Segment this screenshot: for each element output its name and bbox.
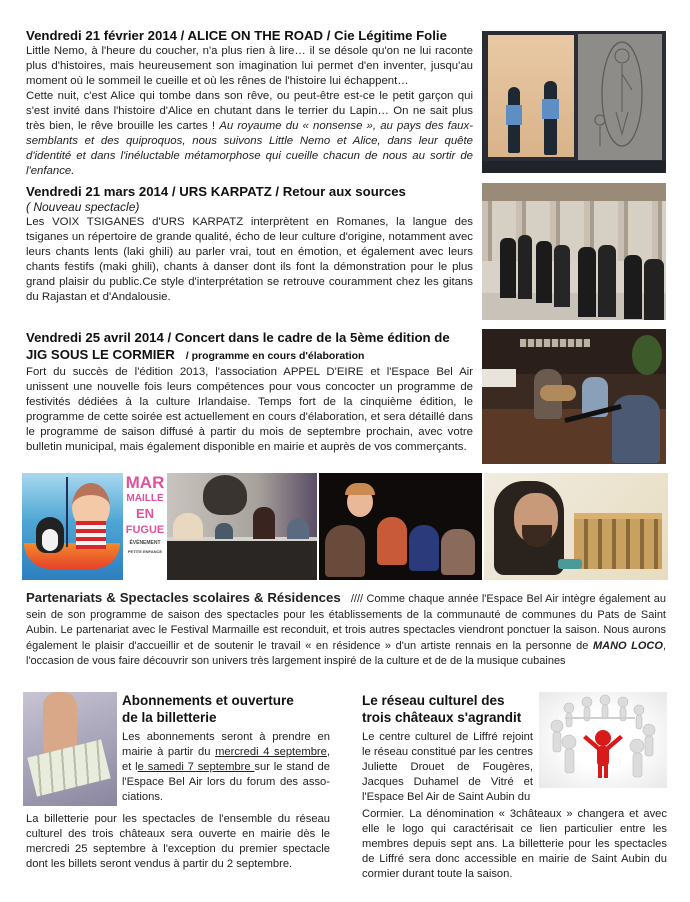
- network-paragraph-bottom: Cormier. La dénomination « 3châteaux » changera et avec elle le logo qui caractérisait ce lien particulier entre les membres depuis sept ans. La billetterie pour les spectacles de Liffré sera donc accessible en mairie de Saint Aubin du cormier durant toute la saison.: [362, 807, 667, 880]
- network-top: [362, 692, 667, 805]
- actor: [287, 519, 309, 539]
- event-description-alice: [26, 44, 473, 179]
- subscriptions-title-line: Abonnements et ouverture: [122, 692, 294, 708]
- text: Les abonnements seront à prendre en mairie à partir du: [122, 730, 330, 758]
- vintage-car: [558, 559, 582, 569]
- stage-floor: [482, 161, 666, 173]
- singer: [578, 247, 596, 317]
- subscriptions-top: [23, 692, 330, 806]
- bottom-columns: [0, 692, 690, 882]
- marmaille-logo: [125, 473, 165, 580]
- child-striped-shirt: [76, 521, 106, 549]
- stone-wall: [482, 183, 666, 201]
- puppeteer-hair: [345, 483, 375, 495]
- event-urs-karpatz: [26, 183, 690, 325]
- event-title-urs-karpatz: Vendredi 21 mars 2014 / URS KARPATZ / Retour aux sources: [26, 184, 406, 199]
- puppet: [441, 529, 475, 575]
- tickets: [27, 739, 110, 796]
- network-header-block: [362, 692, 533, 805]
- actor: [215, 523, 233, 539]
- logo-line: PETITE ENFANCE: [127, 549, 163, 554]
- alice-paragraph-2-text: Cette nuit, c'est Alice qui tombe dans son rêve, ou peut-être est-ce le petit garçon qui s'est invité dans l'histoire d'Alice en chutant dans le terrier du Lapin… On ne sait plus très bien, le rêve brouille les cartes !: [26, 90, 473, 132]
- partnerships-text-block: [26, 590, 666, 670]
- jig-status: / programme en cours d'élaboration: [185, 350, 365, 362]
- network-title-line: trois châteaux s'agrandit: [362, 709, 522, 725]
- separator: ////: [350, 593, 364, 605]
- singer: [644, 259, 664, 320]
- people-circle-icon: [539, 692, 667, 788]
- logo-line: EN: [135, 506, 155, 521]
- actor: [173, 513, 203, 539]
- subscriptions-section: [23, 692, 330, 872]
- partnerships-section: [26, 590, 666, 670]
- singer: [536, 241, 552, 303]
- photo-theatre-table: [167, 473, 317, 580]
- subscriptions-title: [122, 692, 330, 726]
- logo-line: MAR: [125, 473, 165, 492]
- network-title: [362, 692, 533, 726]
- alice-drawing-icon: [578, 34, 662, 160]
- logo-line: ÉVÉNEMENT: [129, 540, 161, 546]
- photo-strip: [0, 473, 690, 580]
- singer: [554, 245, 570, 307]
- top-margin: [0, 0, 690, 27]
- network-title-line: Le réseau culturel des: [362, 692, 505, 708]
- performer-2-dress: [542, 99, 559, 119]
- partnerships-text-end: , l'occasion de vous faire découvrir son univers très largement inspiré de la culture et de de la musique cubaines: [26, 639, 666, 667]
- singer: [598, 245, 616, 317]
- stage-backdrop: [488, 35, 574, 157]
- logo-line: FUGUE: [125, 524, 165, 536]
- photo-irish-concert: [482, 329, 666, 464]
- event-description-urs-karpatz: Les VOIX TSIGANES d'URS KARPATZ interprètent en Romanes, la langue des tsiganes un répertoire de grande qualité, écho de leur culture d'origine, notamment avec leurs chants lents (laki ghili) au parler vrai, tout en émotion, et également avec leurs chants festifs (maki ghili), chants à danser dont ils font la démonstration pour le plus grand plaisir du public.Ce style d'interprétation se retrouve couramment chez les gitans du Rajastan et d'Andalousie.: [26, 216, 473, 303]
- puppet: [325, 525, 365, 577]
- event-jig: [26, 329, 690, 467]
- performer-1-dress: [506, 105, 522, 125]
- shadow-screen: [578, 34, 662, 160]
- umbrella-handle: [66, 477, 68, 547]
- partnerships-title: Partenariats & Spectacles scolaires & Résidences: [26, 590, 341, 605]
- subscriptions-header-block: [122, 692, 330, 805]
- network-illustration: [539, 692, 667, 788]
- photo-marmaille-illustration: [22, 473, 123, 580]
- plant: [632, 335, 662, 375]
- text: et l: [122, 760, 138, 773]
- subscriptions-paragraph: [122, 730, 330, 805]
- photo-mano-loco: [484, 473, 668, 580]
- date-highlight: e samedi 7 septembre: [137, 760, 255, 773]
- alice-paragraph-2-italic: Au royaume du « nonsense », au pays des faux-semblants et des quiproquos, nous suivons Little Nemo et Alice, dans leur quête d'identité et dans l'inéluctable métamorphose qui cueille chacun de nous au sortir de l'enfance.: [26, 120, 473, 177]
- event-title-jig-line2: [26, 346, 473, 365]
- alice-paragraph-1: Little Nemo, à l'heure du coucher, n'a plus rien à lire… il se désole qu'on ne lui raconte plus d'histoires, mais heureusement son imagination lui permet d'en inventer, jusqu'au moment où le sommeil le cueille et où les rênes de l'histoire lui échappent…: [26, 45, 473, 87]
- alice-paragraph-2: [26, 89, 473, 179]
- colonial-arcade: [574, 513, 662, 569]
- event-title-jig-line1: Vendredi 25 avril 2014 / Concert dans le cadre de la 5ème édition de: [26, 330, 450, 345]
- photo-alice-on-the-road: [482, 31, 666, 173]
- singer: [518, 235, 532, 299]
- table: [167, 539, 317, 580]
- bottom-margin: [0, 882, 690, 902]
- singer: [624, 255, 642, 319]
- singer: [500, 238, 516, 298]
- puppet: [409, 525, 439, 571]
- heart-shadow: [203, 475, 247, 515]
- guitar: [540, 385, 576, 401]
- bunting: [520, 339, 590, 347]
- actor: [253, 507, 275, 539]
- jig-festival-name: JIG SOUS LE CORMIER: [26, 347, 175, 362]
- event-alice: [26, 27, 690, 179]
- artist-name: MANO LOCO: [592, 639, 663, 652]
- event-subtitle-new-show: ( Nouveau spectacle): [26, 200, 140, 214]
- puppet: [377, 517, 407, 565]
- event-description-jig: Fort du succès de l'édition 2013, l'association APPEL D'EIRE et l'Espace Bel Air unissent une nouvelle fois leurs compétences pour vous concocter un programme de festivités dédiées à la culture Irlandaise. Temps fort de la cinquième édition, le programme de cette soirée est actuellement en cours d'élaboration, et sera détaillé dans le programme de saison diffusé à partir du mois de septembre prochain, avec votre bulletin municipal, mais également disponible en mairie et auprès de vos commerçants.: [26, 366, 473, 453]
- date-highlight: mercredi 4 septembre,: [215, 745, 330, 758]
- table: [482, 369, 516, 387]
- text: sur le stand de l'Espace Bel Air lors du forum des asso-ciations.: [122, 760, 330, 803]
- event-title-alice: Vendredi 21 février 2014 / ALICE ON THE ROAD / Cie Légitime Folie: [26, 28, 447, 43]
- ticketing-paragraph: La billetterie pour les spectacles de l'ensemble du réseau culturel des trois châteaux sera ouverte en mairie dès le mercredi 25 septembre à l'exception du premier spectacle dont les billets seront vendus à partir du 2 septembre.: [26, 812, 330, 870]
- photo-tickets-in-hand: [23, 692, 117, 806]
- subscriptions-title-line: de la billetterie: [122, 709, 217, 725]
- photo-puppets: [319, 473, 482, 580]
- network-section: [362, 692, 667, 882]
- photo-urs-karpatz: [482, 183, 666, 320]
- logo-line: MAILLE: [126, 493, 164, 504]
- partnerships-text: Comme chaque année l'Espace Bel Air intègre également au sein de son programme de saison des spectacles pour les établissements de la communauté de communes du Pats de Saint Aubin. Le partenariat avec le Festival Marmaille est reconduit, et trois autres spectacles viendront ponctuer la saison. Nous aurons également le plaisir d'accueillir et de soutenir le travail « en résidence » d'un artiste rennais en la personne de: [26, 593, 666, 652]
- penguin-belly: [42, 529, 58, 551]
- network-paragraph-top: Le centre culturel de Liffré rejoint le réseau constitué par les centres Juliette Drouet de Fougères, Jacques Duhamel de Vitré et l'Espace Bel Air de Saint Aubin du: [362, 730, 533, 803]
